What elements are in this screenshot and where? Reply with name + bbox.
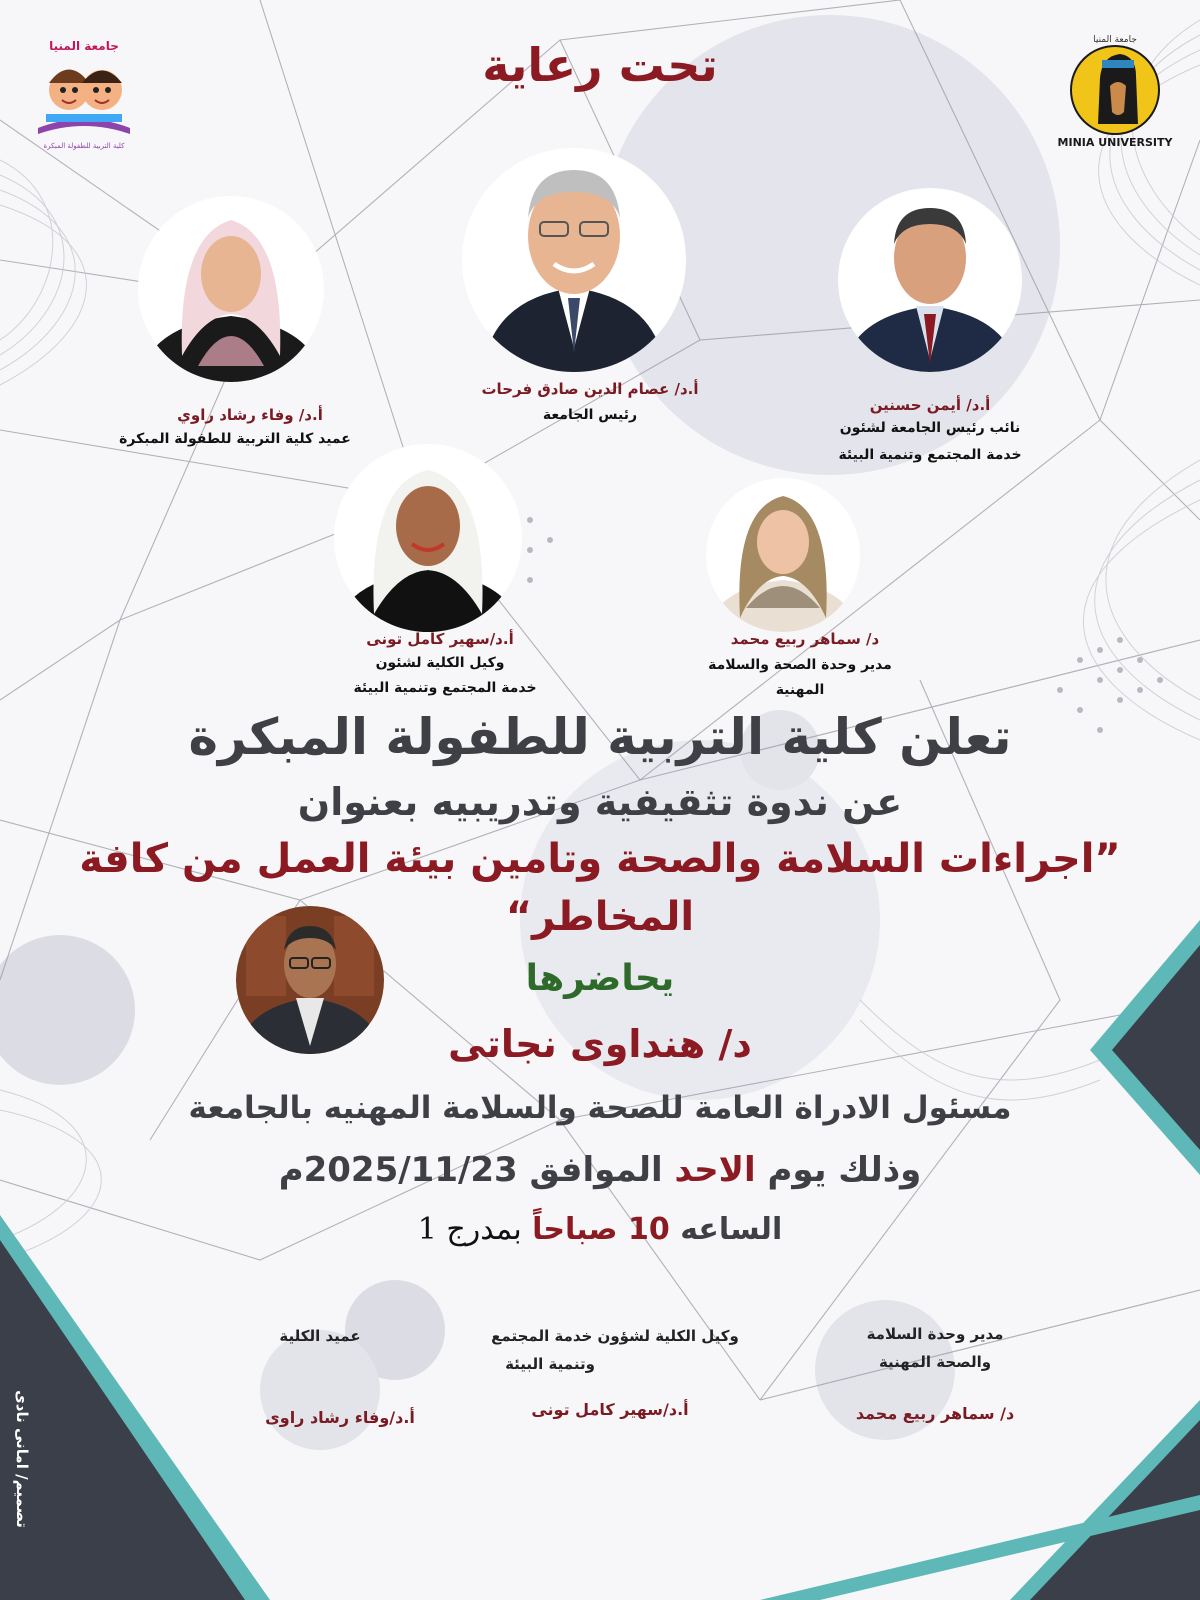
lecturer-portrait [236,906,384,1054]
president-name: أ.د/ عصام الدين صادق فرحات [481,380,699,398]
lecturer-role: مسئول الادراة العامة للصحة والسلامة المهنيه بالجامعة [188,1090,1012,1126]
faculty-logo-subtitle: كلية التربية للطفولة المبكرة [43,142,125,150]
decor-circle [0,935,135,1085]
vice-president-role-line1: نائب رئيس الجامعة لشئون [839,420,1021,436]
signature-safety-role-line2: والصحة المهنية [878,1353,992,1371]
signature-vice-dean-name: أ.د/سهير كامل تونى [531,1400,689,1419]
signature-dean-name: أ.د/وفاء رشاد راوى [265,1408,415,1427]
date-prefix: وذلك يوم [767,1150,922,1190]
time-prefix: الساعه [680,1212,783,1247]
lecturer-name: د/ هنداوى نجاتى [448,1022,752,1066]
patronage-title: تحت رعاية [482,38,718,92]
faculty-logo [24,28,144,153]
safety-director-name: د/ سماهر ربيع محمد [730,630,880,648]
signature-safety-name: د/ سماهر ربيع محمد [855,1404,1015,1423]
date-line [200,1150,1000,1190]
lecturer-label: يحاضرها [525,958,675,999]
safety-director-role-line1: مدير وحدة الصحة والسلامة [708,657,892,673]
safety-director-portrait [706,478,860,632]
announcement-subtitle: عن ندوة تثقيفية وتدريبيه بعنوان [297,780,903,824]
seminar-title-line2: المخاطر“ [505,894,695,940]
date-day: الاحد [674,1150,756,1190]
vice-dean-name: أ.د/سهير كامل تونى [366,630,514,648]
vice-president-role-line2: خدمة المجتمع وتنمية البيئة [838,447,1022,463]
university-logo [1040,28,1190,153]
signature-vice-dean-role-line2: وتنمية البيئة [505,1355,595,1373]
dean-name: أ.د/ وفاء رشاد راوي [177,406,323,424]
time-value: 10 صباحاً [532,1212,670,1247]
president-role: رئيس الجامعة [542,407,638,423]
dark-corner-left [0,1240,245,1600]
announcement-headline: تعلن كلية التربية للطفولة المبكرة [188,708,1012,766]
designer-credit: تصميم/ امانى نادى [13,1390,31,1528]
seminar-title-line1: ”اجراءات السلامة والصحة وتامين بيئة العمل من كافة [79,836,1121,882]
university-logo-arabic: جامعة المنيا [1093,35,1137,45]
signature-safety-role-line1: مدير وحدة السلامة [866,1325,1004,1343]
dean-role: عميد كلية التربية للطفولة المبكرة [119,431,351,447]
faculty-logo-title: جامعة المنيا [49,39,119,53]
vice-dean-role-line1: وكيل الكلية لشئون [375,655,505,671]
signature-vice-dean-role-line1: وكيل الكلية لشؤون خدمة المجتمع [491,1327,739,1345]
vice-president-name: أ.د/ أيمن حسنين [869,396,991,414]
vice-dean-portrait [334,444,522,632]
president-portrait [462,148,686,372]
signature-dean-role: عميد الكلية [279,1327,361,1345]
vice-president-portrait [838,188,1022,372]
time-place: بمدرج 1 [417,1212,522,1247]
vice-dean-role-line2: خدمة المجتمع وتنمية البيئة [353,680,537,696]
dean-portrait [138,196,324,382]
date-rest: الموافق 2025/11/23م [278,1150,663,1190]
safety-director-role-line2: المهنية [775,682,825,698]
time-line [300,1212,900,1247]
university-logo-english: MINIA UNIVERSITY [1057,136,1173,149]
